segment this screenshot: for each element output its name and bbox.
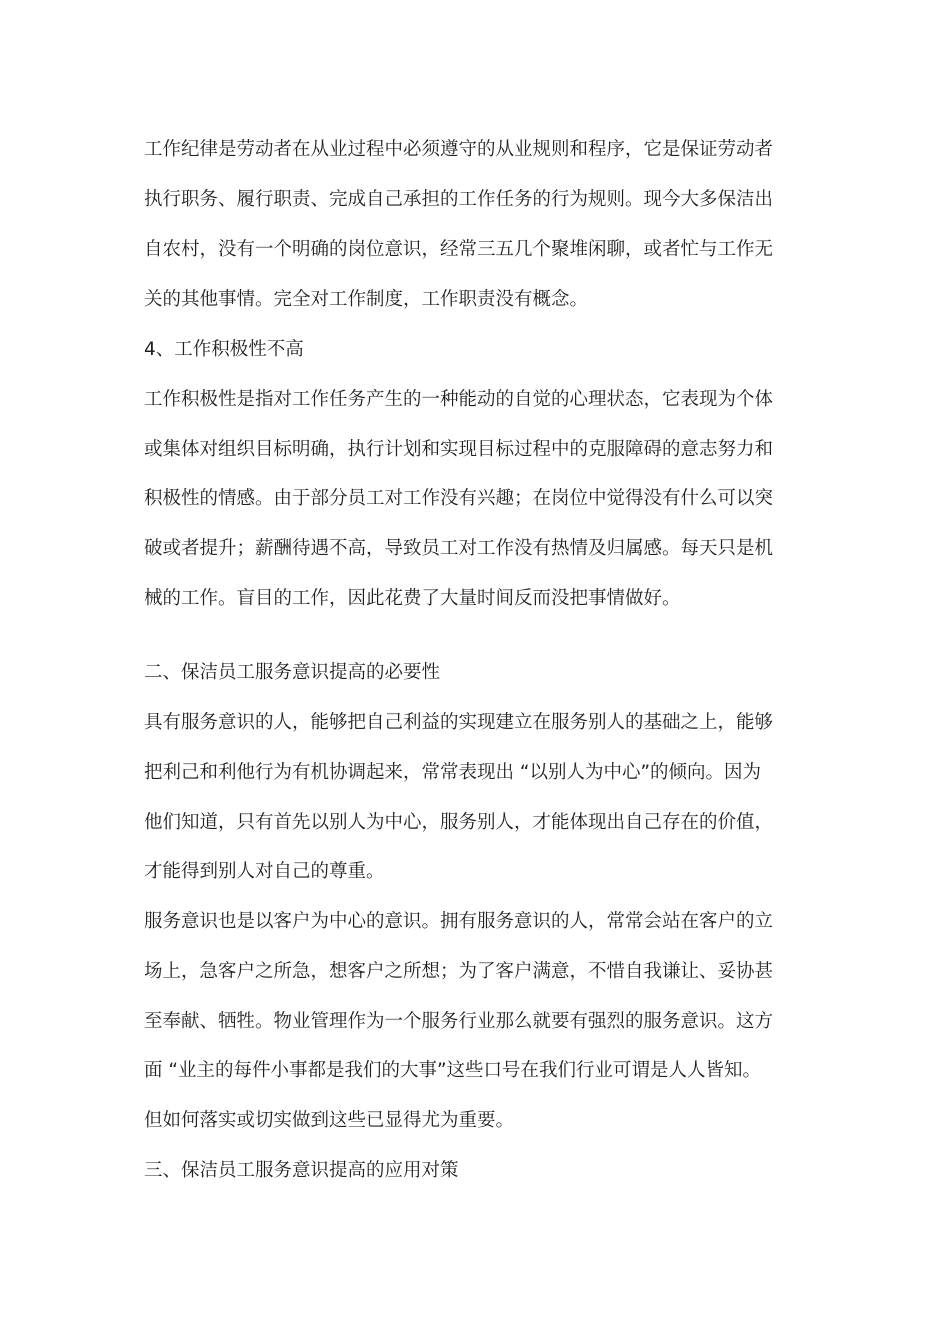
paragraph-line: 自农村，没有一个明确的岗位意识，经常三五几个聚堆闲聊，或者忙与工作无 [144, 239, 774, 260]
paragraph-line: 破或者提升；薪酬待遇不高，导致员工对工作没有热情及归属感。每天只是机 [144, 538, 774, 559]
paragraph-line: 或集体对组织目标明确，执行计划和实现目标过程中的克服障碍的意志努力和 [144, 439, 774, 460]
paragraph-line: 关的其他事情。完全对工作制度，工作职责没有概念。 [144, 289, 589, 310]
paragraph-line: 工作纪律是劳动者在从业过程中必须遵守的从业规则和程序，它是保证劳动者 [144, 139, 774, 160]
paragraph-line: 具有服务意识的人，能够把自己利益的实现建立在服务别人的基础之上，能够 [144, 712, 774, 733]
paragraph-line: 工作积极性是指对工作任务产生的一种能动的自觉的心理状态，它表现为个体 [144, 389, 774, 410]
paragraph-line: 才能得到别人对自己的尊重。 [144, 861, 385, 882]
section-heading: 4、工作积极性不高 [144, 339, 304, 360]
section-heading: 三、保洁员工服务意识提高的应用对策 [144, 1160, 459, 1181]
paragraph-line: 执行职务、履行职责、完成自己承担的工作任务的行为规则。现今大多保洁出 [144, 189, 774, 210]
paragraph-line: 至奉献、牺牲。物业管理作为一个服务行业那么就要有强烈的服务意识。这方 [144, 1011, 774, 1032]
paragraph-line: 把利己和利他行为有机协调起来，常常表现出 “以别人为中心”的倾向。因为 [144, 762, 762, 783]
paragraph-line: 械的工作。盲目的工作，因此花费了大量时间反而没把事情做好。 [144, 588, 681, 609]
paragraph-line: 积极性的情感。由于部分员工对工作没有兴趣；在岗位中觉得没有什么可以突 [144, 488, 774, 509]
paragraph-line: 他们知道，只有首先以别人为中心，服务别人，才能体现出自己存在的价值， [144, 812, 774, 833]
paragraph-line: 服务意识也是以客户为中心的意识。拥有服务意识的人，常常会站在客户的立 [144, 911, 774, 932]
paragraph-line: 面 “业主的每件小事都是我们的大事”这些口号在我们行业可谓是人人皆知。 [144, 1060, 762, 1081]
paragraph-line: 场上，急客户之所急，想客户之所想；为了客户满意，不惜自我谦让、妥协甚 [144, 961, 774, 982]
section-heading: 二、保洁员工服务意识提高的必要性 [144, 662, 441, 683]
paragraph-line: 但如何落实或切实做到这些已显得尤为重要。 [144, 1110, 515, 1131]
